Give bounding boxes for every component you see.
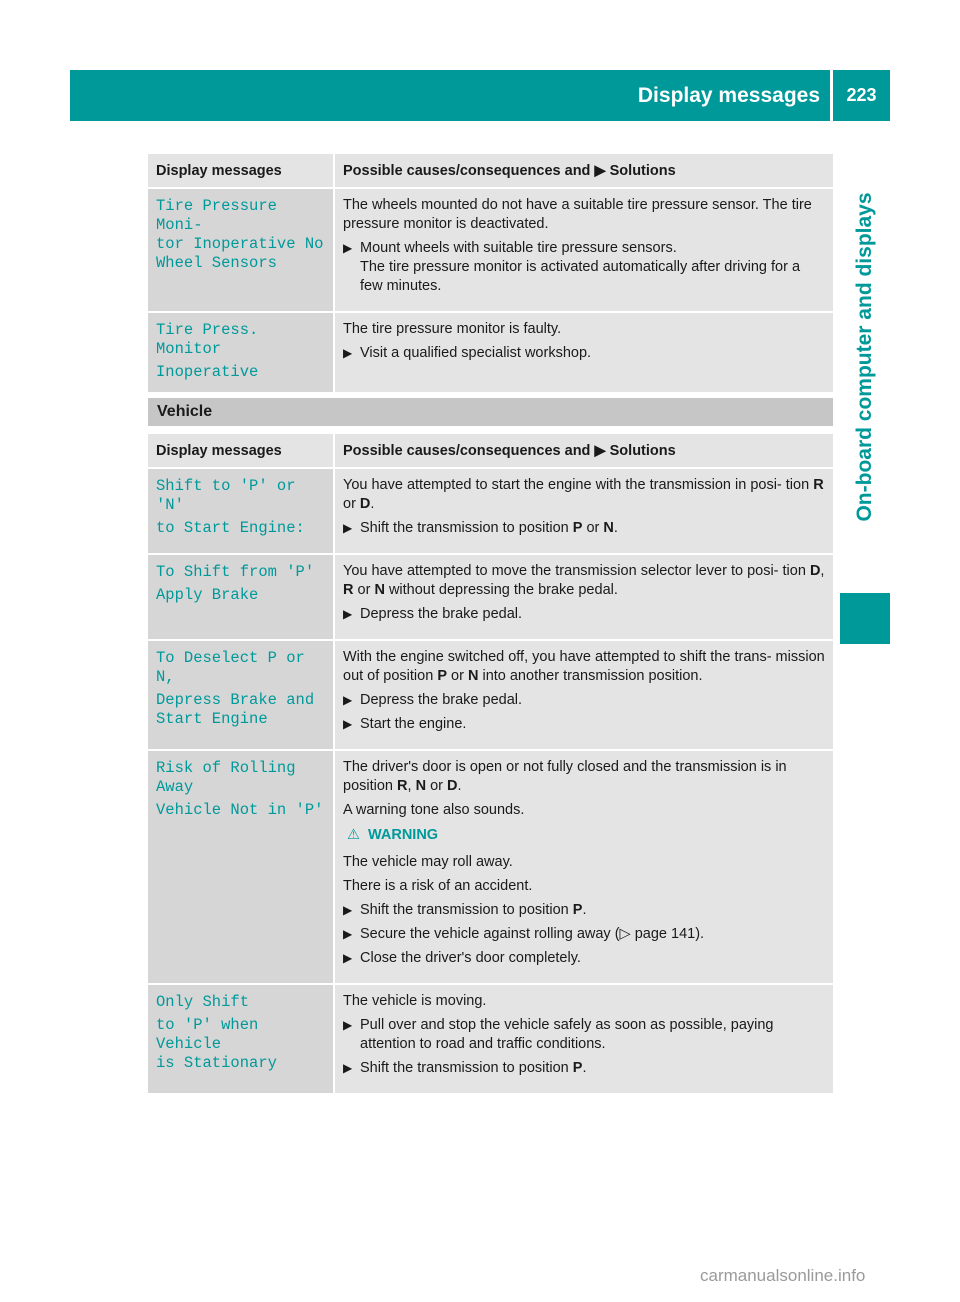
step-arrow-icon: ▶ [343, 693, 353, 707]
step-arrow-icon: ▶ [343, 521, 353, 535]
col-header-causes [335, 154, 833, 189]
cause-part: With the engine switched off, you have attempted to shift the trans‐ mission out of position [343, 649, 825, 684]
step-text: Secure the vehicle against rolling away ( [360, 926, 620, 942]
action-step [343, 1016, 825, 1054]
risk-text: There is a risk of an accident. [343, 878, 533, 894]
table-row [148, 641, 833, 751]
message-line: Tire Pressure Moni‐ [156, 197, 277, 234]
message-line: Depress Brake and [156, 691, 315, 709]
solution-cell [335, 985, 833, 1095]
step-text: Shift the transmission to position [360, 520, 573, 536]
page-number: 223 [846, 85, 877, 105]
cause-text: The tire pressure monitor is faulty. [343, 321, 562, 337]
action-step [343, 901, 825, 920]
gear-label: D [359, 496, 371, 512]
solution-cell [335, 189, 833, 313]
page-reference[interactable]: page 141). [630, 926, 705, 942]
cause-text [343, 562, 825, 600]
table-row [148, 189, 833, 313]
side-tab-marker [840, 593, 890, 644]
message-line: Inoperative [156, 363, 259, 381]
watermark: carmanualsonline.info [700, 1266, 866, 1285]
display-message [148, 751, 335, 985]
arrow-right-icon: ▶ [594, 162, 606, 179]
gear-label: D [447, 778, 458, 794]
page-ref-icon: ▷ [619, 926, 631, 942]
col-header-causes-text: Possible causes/consequences and [343, 162, 591, 179]
step-arrow-icon: ▶ [343, 717, 353, 731]
cause-text [343, 758, 825, 796]
warning-heading [343, 826, 825, 845]
message-line: To Deselect P or N, [156, 649, 305, 686]
cause-part: . [457, 778, 462, 794]
cause-part: , [820, 563, 825, 579]
message-line: To Shift from 'P' [156, 563, 315, 581]
step-arrow-icon: ▶ [343, 903, 353, 917]
cause-part: The driver's door is open or not fully closed and the transmission is in position [343, 759, 787, 794]
action-step [343, 239, 825, 296]
action-step [343, 605, 825, 624]
display-message [148, 641, 335, 751]
table-row [148, 555, 833, 641]
step-text: Pull over and stop the vehicle safely as soon as possible, paying attention to road and traffic conditions. [360, 1017, 774, 1052]
message-line: Start Engine [156, 710, 268, 728]
step-text: Depress the brake pedal. [360, 606, 523, 622]
gear-label: R [397, 778, 408, 794]
table-row [148, 985, 833, 1095]
message-line: Wheel Sensors [156, 254, 277, 272]
step-arrow-icon: ▶ [343, 1061, 353, 1075]
message-line: Apply Brake [156, 586, 259, 604]
display-message [148, 555, 335, 641]
message-line: Tire Press. Monitor [156, 321, 259, 358]
cause-part: or [343, 496, 360, 512]
solution-cell [335, 641, 833, 751]
cause-part: into another transmission position. [478, 668, 703, 684]
step-arrow-icon: ▶ [343, 346, 353, 360]
table-header-row [148, 154, 833, 189]
col-header-causes [335, 434, 833, 469]
step-text: Depress the brake pedal. [360, 692, 523, 708]
cause-part: You have attempted to start the engine with the transmission in posi‐ tion [343, 477, 814, 493]
step-text: Visit a qualified specialist workshop. [360, 345, 592, 361]
cause-part: , [407, 778, 416, 794]
gear-label: D [809, 563, 821, 579]
cause-part: or [447, 668, 468, 684]
step-arrow-icon: ▶ [343, 951, 353, 965]
col-header-causes-text: Possible causes/consequences and [343, 442, 591, 459]
step-text: or [582, 520, 604, 536]
table-row [148, 313, 833, 394]
display-message [148, 189, 335, 313]
gear-label: P [437, 668, 447, 684]
cause-part: You have attempted to move the transmission selector lever to posi‐ tion [343, 563, 810, 579]
warning-label: WARNING [368, 827, 439, 843]
solution-cell [335, 469, 833, 555]
table-row [148, 751, 833, 985]
col-header-messages: Display messages [148, 434, 335, 469]
display-message [148, 313, 335, 394]
action-step [343, 925, 825, 944]
table-header-row [148, 434, 833, 469]
cause-text [343, 648, 825, 686]
message-line: Only Shift [156, 993, 250, 1011]
step-text: . [582, 902, 587, 918]
message-line: Vehicle Not in 'P' [156, 801, 324, 819]
cause-text: The vehicle is moving. [343, 993, 487, 1009]
page-header [70, 70, 890, 121]
cause-part: or [353, 582, 375, 598]
side-tab-label: On-board computer and displays [853, 192, 876, 522]
step-text: Close the driver's door completely. [360, 950, 581, 966]
cause-part: or [426, 778, 447, 794]
action-step [343, 519, 825, 538]
gear-label: P [572, 520, 583, 536]
gear-label: N [374, 582, 385, 598]
gear-label: N [415, 778, 427, 794]
gear-label: P [572, 902, 583, 918]
step-text: . [613, 520, 618, 536]
solution-cell [335, 751, 833, 985]
message-line: is Stationary [156, 1054, 277, 1072]
step-arrow-icon: ▶ [343, 927, 353, 941]
section-title-vehicle: Vehicle [148, 398, 833, 426]
step-text: Shift the transmission to position [360, 1060, 573, 1076]
col-header-solutions-text: Solutions [609, 442, 676, 459]
header-title: Display messages [637, 84, 820, 107]
vehicle-table [148, 434, 833, 1095]
step-arrow-icon: ▶ [343, 241, 353, 255]
gear-label: P [572, 1060, 583, 1076]
step-text: Shift the transmission to position [360, 902, 573, 918]
cause-text [343, 476, 825, 514]
display-message [148, 469, 335, 555]
tone-text: A warning tone also sounds. [343, 802, 525, 818]
action-step [343, 691, 825, 710]
col-header-messages: Display messages [148, 154, 335, 189]
cause-text: The wheels mounted do not have a suitable tire pressure sensor. The tire pressure monitor is deactivated. [343, 197, 812, 232]
warning-triangle-icon: ⚠ [347, 827, 360, 843]
gear-label: N [603, 520, 614, 536]
gear-label: N [467, 668, 479, 684]
action-step [343, 344, 825, 363]
message-line: Risk of Rolling Away [156, 759, 296, 796]
cause-part: . [370, 496, 375, 512]
message-line: tor Inoperative No [156, 235, 324, 253]
step-text: Mount wheels with suitable tire pressure sensors. [360, 240, 677, 256]
solution-cell [335, 555, 833, 641]
step-arrow-icon: ▶ [343, 1018, 353, 1032]
action-step [343, 1059, 825, 1078]
action-step [343, 715, 825, 734]
step-text: Start the engine. [360, 716, 467, 732]
table-row [148, 469, 833, 555]
cause-part: without depressing the brake pedal. [384, 582, 618, 598]
action-step [343, 949, 825, 968]
step-arrow-icon: ▶ [343, 607, 353, 621]
gear-label: R [343, 582, 354, 598]
step-note: The tire pressure monitor is activated automatically after driving for a few minutes. [360, 259, 801, 294]
solution-cell [335, 313, 833, 394]
gear-label: R [813, 477, 824, 493]
message-line: Shift to 'P' or 'N' [156, 477, 296, 514]
display-message [148, 985, 335, 1095]
step-text: . [582, 1060, 587, 1076]
arrow-right-icon: ▶ [594, 442, 606, 459]
col-header-solutions-text: Solutions [609, 162, 676, 179]
tire-pressure-table [148, 154, 833, 394]
risk-text: The vehicle may roll away. [343, 854, 513, 870]
side-tab [840, 122, 890, 592]
message-line: to 'P' when Vehicle [156, 1016, 259, 1053]
message-line: to Start Engine: [156, 519, 305, 537]
